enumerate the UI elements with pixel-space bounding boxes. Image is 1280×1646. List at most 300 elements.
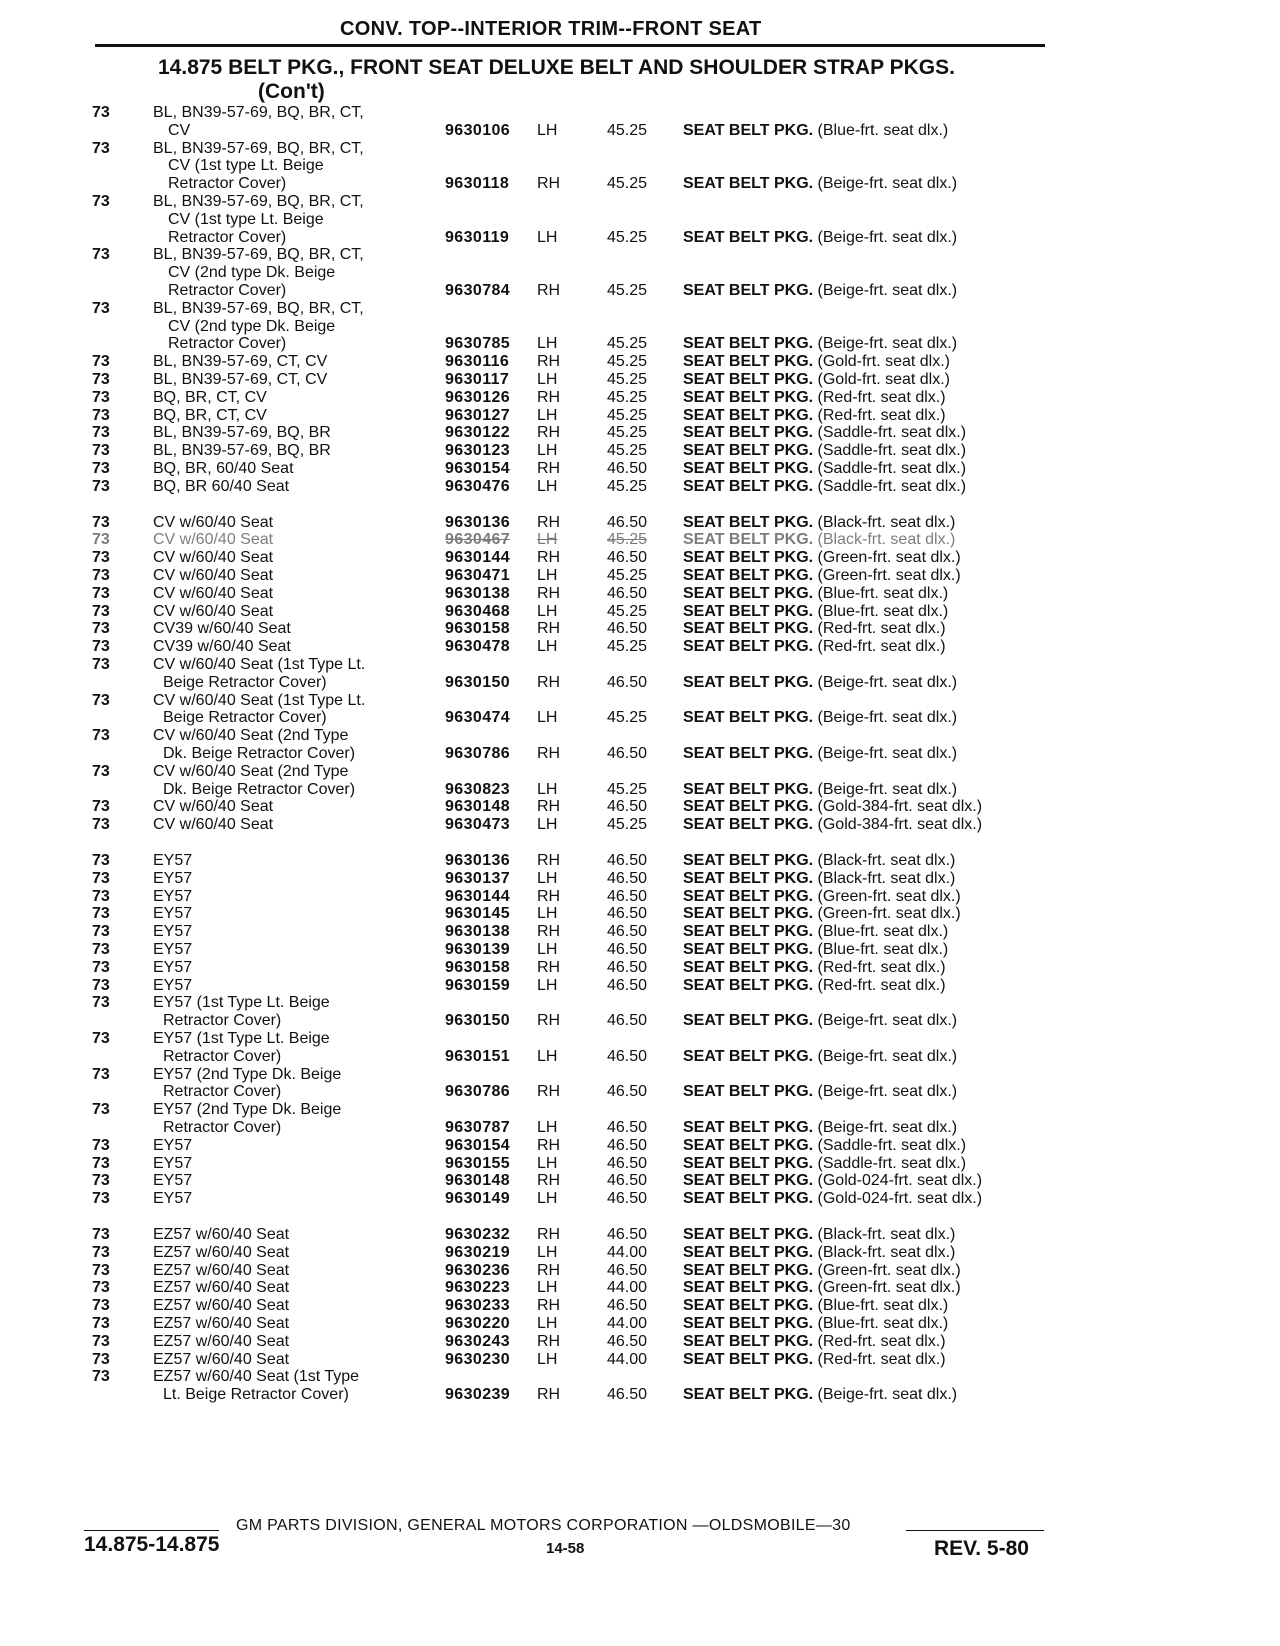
- part-number: 9630119: [445, 228, 510, 246]
- group-number: 73: [92, 1136, 110, 1154]
- side-code: RH: [537, 620, 561, 638]
- table-row: [0, 1029, 1280, 1065]
- model-description: CV w/60/40 Seat (1st Type Lt.: [153, 656, 366, 673]
- part-name-main: SEAT BELT PKG.: [683, 406, 814, 424]
- part-name: [683, 174, 957, 193]
- part-name-main: SEAT BELT PKG.: [683, 1243, 814, 1261]
- part-name: [683, 281, 957, 300]
- part-name: [683, 708, 957, 727]
- part-number: 9630136: [445, 852, 511, 869]
- header-rule: [95, 44, 1045, 47]
- table-row: [0, 1296, 1280, 1314]
- side-code: LH: [537, 941, 558, 958]
- side-code: LH: [537, 1154, 558, 1172]
- model-description: EZ57 w/60/40 Seat: [153, 1226, 290, 1243]
- part-number: 9630137: [445, 869, 511, 887]
- group-number: 73: [92, 193, 110, 210]
- side-code: LH: [537, 780, 558, 798]
- footer-page-number: 14-58: [546, 1540, 585, 1557]
- part-name-detail: (Beige-frt. seat dlx.): [817, 1118, 958, 1136]
- table-row: [0, 423, 1280, 441]
- group-number: 73: [92, 869, 110, 887]
- model-description: CV (2nd type Dk. Beige: [168, 264, 336, 282]
- part-name-main: SEAT BELT PKG.: [683, 744, 814, 762]
- part-name: [683, 1171, 982, 1190]
- part-name-detail: (Saddle-frt. seat dlx.): [817, 1136, 967, 1154]
- part-name-main: SEAT BELT PKG.: [683, 958, 814, 976]
- part-number: 9630823: [445, 780, 511, 798]
- side-code: LH: [537, 477, 558, 495]
- part-name: [683, 1332, 946, 1351]
- table-row: [0, 548, 1280, 566]
- model-description: Retractor Cover): [168, 228, 287, 246]
- group-number: 73: [92, 1368, 110, 1386]
- table-row: [0, 1100, 1280, 1136]
- side-code: LH: [537, 638, 558, 656]
- group-number: 73: [92, 994, 110, 1012]
- group-number: 73: [92, 477, 110, 495]
- model-description: Retractor Cover): [163, 1083, 282, 1101]
- part-number: 9630468: [445, 602, 511, 620]
- section-heading: [158, 56, 955, 104]
- part-name-detail: (Black-frt. seat dlx.): [817, 1243, 956, 1261]
- part-name-detail: (Beige-frt. seat dlx.): [817, 228, 958, 246]
- part-name-detail: (Beige-frt. seat dlx.): [817, 1047, 958, 1065]
- model-description: BL, BN39-57-69, BQ, BR, CT,: [153, 139, 364, 157]
- model-description: Dk. Beige Retractor Cover): [163, 744, 356, 762]
- group-number: 73: [92, 1243, 110, 1261]
- part-name: [683, 958, 946, 977]
- part-name: [683, 1047, 957, 1066]
- price: 46.50: [607, 852, 648, 869]
- model-description: EY57: [153, 958, 193, 976]
- part-name-detail: (Blue-frt. seat dlx.): [817, 1297, 949, 1315]
- price: 46.50: [607, 1190, 648, 1208]
- group-number: 73: [92, 941, 110, 958]
- model-description: BL, BN39-57-69, BQ, BR: [153, 442, 331, 460]
- part-name-main: SEAT BELT PKG.: [683, 388, 814, 406]
- part-name-main: SEAT BELT PKG.: [683, 638, 814, 656]
- side-code: RH: [537, 460, 561, 477]
- group-number: 73: [92, 691, 110, 709]
- model-description: CV w/60/40 Seat: [153, 816, 274, 834]
- table-row: [0, 1154, 1280, 1172]
- table-row: [0, 1261, 1280, 1279]
- group-number: 73: [92, 139, 110, 157]
- model-description: EY57 (1st Type Lt. Beige: [153, 994, 330, 1012]
- part-name-main: SEAT BELT PKG.: [683, 976, 814, 994]
- table-row: [0, 477, 1280, 495]
- part-name-main: SEAT BELT PKG.: [683, 477, 814, 495]
- part-name-main: SEAT BELT PKG.: [683, 941, 814, 958]
- model-description: CV w/60/40 Seat: [153, 531, 274, 549]
- price: 45.25: [607, 281, 648, 299]
- model-description: EY57: [153, 852, 193, 869]
- part-name-detail: (Blue-frt. seat dlx.): [817, 602, 949, 620]
- model-description: Retractor Cover): [168, 175, 287, 193]
- part-name: [683, 228, 957, 247]
- table-row: [0, 1136, 1280, 1154]
- group-number: 73: [92, 424, 110, 442]
- part-name-detail: (Beige-frt. seat dlx.): [817, 709, 958, 727]
- group-number: 73: [92, 299, 110, 317]
- part-name-detail: (Gold-frt. seat dlx.): [817, 371, 951, 388]
- side-code: LH: [537, 709, 558, 727]
- part-number: 9630786: [445, 1083, 511, 1101]
- price: 46.50: [607, 958, 648, 976]
- part-name-main: SEAT BELT PKG.: [683, 1190, 814, 1208]
- price: 45.25: [607, 442, 648, 460]
- part-name: [683, 477, 966, 496]
- side-code: RH: [537, 1226, 561, 1243]
- part-name: [683, 904, 961, 923]
- price: 44.00: [607, 1243, 648, 1261]
- part-number: 9630116: [445, 353, 510, 371]
- group-number: 73: [92, 976, 110, 994]
- model-description: Dk. Beige Retractor Cover): [163, 780, 356, 798]
- price: 45.25: [607, 335, 648, 353]
- part-name-main: SEAT BELT PKG.: [683, 281, 814, 299]
- group-number: 73: [92, 1172, 110, 1190]
- price: 45.25: [607, 567, 648, 584]
- part-name: [683, 423, 966, 442]
- part-name-main: SEAT BELT PKG.: [683, 1226, 814, 1243]
- part-name-detail: (Blue-frt. seat dlx.): [817, 121, 949, 139]
- part-number: 9630154: [445, 1136, 511, 1154]
- table-row: [0, 851, 1280, 869]
- side-code: RH: [537, 673, 561, 691]
- model-description: BL, BN39-57-69, BQ, BR: [153, 424, 331, 442]
- part-name-main: SEAT BELT PKG.: [683, 1297, 814, 1315]
- part-number: 9630158: [445, 958, 511, 976]
- footer-range: 14.875-14.875: [84, 1533, 220, 1556]
- part-name-main: SEAT BELT PKG.: [683, 798, 814, 816]
- price: 46.50: [607, 1154, 648, 1172]
- side-code: LH: [537, 1350, 558, 1368]
- price: 46.50: [607, 976, 648, 994]
- part-number: 9630233: [445, 1297, 511, 1315]
- part-name-detail: (Blue-frt. seat dlx.): [817, 1315, 949, 1332]
- table-row: [0, 530, 1280, 548]
- part-number: 9630118: [445, 175, 510, 193]
- part-name: [683, 584, 948, 603]
- part-number: 9630473: [445, 816, 511, 834]
- group-number: 73: [92, 531, 110, 549]
- table-row: [0, 1350, 1280, 1368]
- table-row: [0, 976, 1280, 994]
- model-description: CV (1st type Lt. Beige: [168, 210, 324, 228]
- part-name-main: SEAT BELT PKG.: [683, 905, 814, 923]
- side-code: RH: [537, 798, 561, 816]
- group-number: 73: [92, 246, 110, 264]
- group-number: 73: [92, 1315, 110, 1332]
- group-number: 73: [92, 406, 110, 424]
- model-description: CV39 w/60/40 Seat: [153, 620, 291, 638]
- side-code: LH: [537, 1047, 558, 1065]
- side-code: RH: [537, 424, 561, 442]
- group-number: 73: [92, 1350, 110, 1368]
- group-number: 73: [92, 513, 110, 531]
- side-code: LH: [537, 905, 558, 923]
- price: 46.50: [607, 923, 648, 941]
- side-code: RH: [537, 1332, 561, 1350]
- part-number: 9630784: [445, 281, 511, 299]
- part-name-detail: (Black-frt. seat dlx.): [817, 513, 956, 531]
- model-description: CV w/60/40 Seat (2nd Type: [153, 762, 349, 780]
- table-row: [0, 691, 1280, 727]
- part-name-detail: (Green-frt. seat dlx.): [817, 1261, 961, 1279]
- part-name: [683, 370, 950, 389]
- group-number: 73: [92, 1279, 110, 1297]
- table-row: [0, 1171, 1280, 1189]
- part-name-detail: (Black-frt. seat dlx.): [817, 531, 956, 549]
- price: 44.00: [607, 1350, 648, 1368]
- part-name-detail: (Saddle-frt. seat dlx.): [817, 442, 967, 460]
- part-name: [683, 334, 957, 353]
- part-number: 9630151: [445, 1047, 511, 1065]
- part-name-main: SEAT BELT PKG.: [683, 228, 814, 246]
- table-row: [0, 619, 1280, 637]
- price: 46.50: [607, 1083, 648, 1101]
- part-name-main: SEAT BELT PKG.: [683, 816, 814, 834]
- part-number: 9630467: [445, 531, 511, 549]
- part-number: 9630230: [445, 1350, 511, 1368]
- part-number: 9630144: [445, 887, 511, 905]
- part-name: [683, 869, 955, 888]
- part-name-detail: (Saddle-frt. seat dlx.): [817, 477, 967, 495]
- table-row: [0, 1065, 1280, 1101]
- part-name-main: SEAT BELT PKG.: [683, 513, 814, 531]
- group-number: 73: [92, 371, 110, 388]
- table-row: [0, 584, 1280, 602]
- model-description: Beige Retractor Cover): [163, 673, 327, 691]
- table-row: [0, 602, 1280, 620]
- part-name: [683, 922, 948, 941]
- part-number: 9630478: [445, 638, 511, 656]
- group-number: 73: [92, 905, 110, 923]
- part-name: [683, 441, 966, 460]
- side-code: RH: [537, 923, 561, 941]
- group-number: 73: [92, 1332, 110, 1350]
- part-name-detail: (Red-frt. seat dlx.): [817, 638, 946, 656]
- side-code: RH: [537, 958, 561, 976]
- table-row: [0, 192, 1280, 245]
- part-number: 9630144: [445, 549, 511, 567]
- group-number: 73: [92, 638, 110, 656]
- model-description: Retractor Cover): [163, 1047, 282, 1065]
- model-description: BQ, BR, CT, CV: [153, 406, 267, 424]
- part-name: [683, 1314, 948, 1333]
- part-name: [683, 797, 982, 816]
- part-name: [683, 1278, 961, 1297]
- model-description: EY57: [153, 923, 193, 941]
- side-code: LH: [537, 121, 558, 139]
- part-name-main: SEAT BELT PKG.: [683, 121, 814, 139]
- group-number: 73: [92, 1065, 110, 1083]
- part-name-detail: (Red-frt. seat dlx.): [817, 976, 946, 994]
- part-number: 9630158: [445, 620, 511, 638]
- side-code: LH: [537, 1279, 558, 1297]
- price: 45.25: [607, 388, 648, 406]
- price: 46.50: [607, 584, 648, 602]
- model-description: CV w/60/40 Seat: [153, 513, 274, 531]
- footer-revision: REV. 5-80: [934, 1537, 1029, 1560]
- table-row: [0, 958, 1280, 976]
- part-name-main: SEAT BELT PKG.: [683, 424, 814, 442]
- section-continued: (Con't): [258, 80, 325, 103]
- part-name: [683, 388, 946, 407]
- model-description: Retractor Cover): [168, 281, 287, 299]
- part-name-detail: (Beige-frt. seat dlx.): [817, 744, 958, 762]
- group-number: 73: [92, 1261, 110, 1279]
- model-description: CV w/60/40 Seat (1st Type Lt.: [153, 691, 366, 709]
- model-description: EY57: [153, 1154, 193, 1172]
- table-row: [0, 406, 1280, 424]
- table-row: [0, 1243, 1280, 1261]
- part-number: 9630139: [445, 941, 511, 958]
- part-name-detail: (Gold-024-frt. seat dlx.): [817, 1172, 983, 1190]
- part-number: 9630149: [445, 1190, 511, 1208]
- part-name: [683, 1189, 982, 1208]
- group-number: 73: [92, 388, 110, 406]
- side-code: RH: [537, 1012, 561, 1030]
- side-code: LH: [537, 531, 558, 549]
- part-name-detail: (Red-frt. seat dlx.): [817, 620, 946, 638]
- part-name-main: SEAT BELT PKG.: [683, 1386, 814, 1404]
- group-number: 73: [92, 852, 110, 869]
- price: 45.25: [607, 602, 648, 620]
- part-name-detail: (Beige-frt. seat dlx.): [817, 281, 958, 299]
- group-number: 73: [92, 549, 110, 567]
- part-number: 9630159: [445, 976, 511, 994]
- part-number: 9630138: [445, 584, 511, 602]
- model-description: CV w/60/40 Seat: [153, 567, 274, 584]
- model-description: EY57: [153, 1136, 193, 1154]
- side-code: RH: [537, 549, 561, 567]
- table-row: [0, 637, 1280, 655]
- table-row: [0, 869, 1280, 887]
- model-description: EY57: [153, 887, 193, 905]
- part-name: [683, 548, 961, 567]
- part-name-main: SEAT BELT PKG.: [683, 780, 814, 798]
- side-code: LH: [537, 335, 558, 353]
- side-code: RH: [537, 175, 561, 193]
- price: 45.25: [607, 121, 648, 139]
- table-row: [0, 887, 1280, 905]
- part-number: 9630786: [445, 744, 511, 762]
- side-code: RH: [537, 388, 561, 406]
- part-name-main: SEAT BELT PKG.: [683, 175, 814, 193]
- table-row: [0, 370, 1280, 388]
- part-name: [683, 1385, 957, 1404]
- part-name-main: SEAT BELT PKG.: [683, 1350, 814, 1368]
- table-row: [0, 922, 1280, 940]
- part-name-main: SEAT BELT PKG.: [683, 887, 814, 905]
- part-name-main: SEAT BELT PKG.: [683, 549, 814, 567]
- group-number: 73: [92, 460, 110, 477]
- price: 45.25: [607, 477, 648, 495]
- model-description: EZ57 w/60/40 Seat: [153, 1261, 290, 1279]
- group-number: 73: [92, 798, 110, 816]
- part-number: 9630220: [445, 1315, 511, 1332]
- price: 46.50: [607, 1261, 648, 1279]
- group-number: 73: [92, 656, 110, 673]
- part-number: 9630471: [445, 567, 511, 584]
- model-description: EY57: [153, 1190, 193, 1208]
- group-number: 73: [92, 567, 110, 584]
- table-row: [0, 762, 1280, 798]
- model-description: CV w/60/40 Seat (2nd Type: [153, 727, 349, 745]
- model-description: EZ57 w/60/40 Seat: [153, 1350, 290, 1368]
- model-description: CV w/60/40 Seat: [153, 798, 274, 816]
- part-name-main: SEAT BELT PKG.: [683, 442, 814, 460]
- price: 46.50: [607, 941, 648, 958]
- group-number: 73: [92, 1101, 110, 1119]
- table-row: [0, 904, 1280, 922]
- model-description: EY57 (1st Type Lt. Beige: [153, 1030, 330, 1047]
- model-description: BL, BN39-57-69, BQ, BR, CT,: [153, 104, 364, 121]
- part-number: 9630476: [445, 477, 511, 495]
- part-name: [683, 406, 946, 425]
- price: 45.25: [607, 780, 648, 798]
- model-description: EZ57 w/60/40 Seat: [153, 1279, 290, 1297]
- model-description: Retractor Cover): [163, 1012, 282, 1030]
- part-name-main: SEAT BELT PKG.: [683, 923, 814, 941]
- price: 44.00: [607, 1279, 648, 1297]
- part-name-main: SEAT BELT PKG.: [683, 460, 814, 477]
- group-number: 73: [92, 1226, 110, 1243]
- part-name: [683, 1082, 957, 1101]
- model-description: BL, BN39-57-69, CT, CV: [153, 371, 328, 388]
- part-name-detail: (Beige-frt. seat dlx.): [817, 1083, 958, 1101]
- part-name-detail: (Gold-024-frt. seat dlx.): [817, 1190, 983, 1208]
- part-number: 9630148: [445, 1172, 511, 1190]
- model-description: CV: [168, 121, 191, 139]
- part-name-main: SEAT BELT PKG.: [683, 673, 814, 691]
- model-description: Retractor Cover): [168, 335, 287, 353]
- part-name: [683, 1011, 957, 1030]
- side-code: LH: [537, 976, 558, 994]
- part-name-detail: (Beige-frt. seat dlx.): [817, 175, 958, 193]
- model-description: EZ57 w/60/40 Seat (1st Type: [153, 1368, 360, 1386]
- part-name: [683, 744, 957, 763]
- part-number: 9630785: [445, 335, 511, 353]
- side-code: RH: [537, 1261, 561, 1279]
- part-number: 9630239: [445, 1386, 511, 1404]
- group-number: 73: [92, 602, 110, 620]
- part-number: 9630126: [445, 388, 511, 406]
- part-number: 9630150: [445, 1012, 511, 1030]
- side-code: RH: [537, 744, 561, 762]
- part-name-main: SEAT BELT PKG.: [683, 852, 814, 869]
- table-row: [0, 797, 1280, 815]
- group-number: 73: [92, 887, 110, 905]
- part-name: [683, 121, 948, 140]
- part-name-detail: (Beige-frt. seat dlx.): [817, 335, 958, 353]
- model-description: EY57: [153, 1172, 193, 1190]
- part-name-main: SEAT BELT PKG.: [683, 1154, 814, 1172]
- part-name: [683, 619, 946, 638]
- part-number: 9630154: [445, 460, 511, 477]
- part-name-detail: (Blue-frt. seat dlx.): [817, 941, 949, 958]
- part-name-main: SEAT BELT PKG.: [683, 335, 814, 353]
- side-code: RH: [537, 281, 561, 299]
- model-description: CV w/60/40 Seat: [153, 549, 274, 567]
- part-number: 9630127: [445, 406, 511, 424]
- part-name-detail: (Red-frt. seat dlx.): [817, 1332, 946, 1350]
- table-row: [0, 940, 1280, 958]
- side-code: RH: [537, 584, 561, 602]
